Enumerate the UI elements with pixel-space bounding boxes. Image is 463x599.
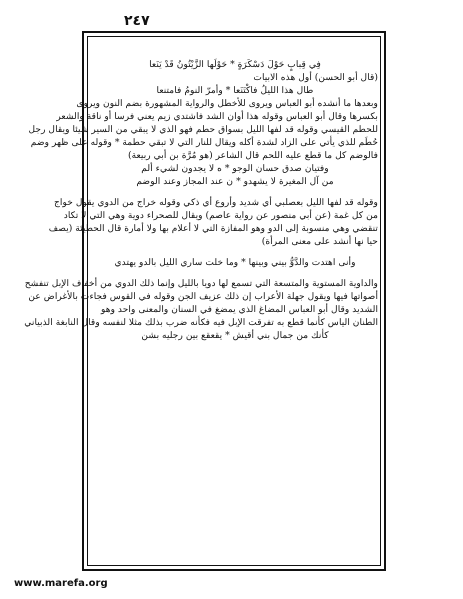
- verse-line: من آل المغيرة لا يشهدو * ن عند المجاز وعند الوضم: [136, 176, 334, 187]
- text-line: حيا نها أنشد على معنى المرأة): [261, 236, 378, 247]
- text-line: وقوله قد لفها الليل بعصلبي أي شديد وأروع أي ذكي وقوله خراج من الدوي يقول خواج: [54, 197, 378, 208]
- text-line: وبعدها ما أنشده أبو العباس ويروى للأخطل والرواية المشهورة بضم النون ويروى: [76, 98, 378, 109]
- book-text: [24, 58, 378, 342]
- text-line: والداوية المستوية والمتسعة التي تسمع لها دويا بالليل وإنما ذلك الدوي من أخفاف الإبل تنفشح: [24, 278, 378, 289]
- page-number: ٢٤٧: [124, 13, 150, 29]
- verse-line: طال هذا الليلُ فاكْتَنَعا * وأمرّ النومُ فامتنعا: [156, 85, 314, 96]
- text-line: أصواتها فيها ويقول جهلة الأعراب إن ذلك عزيف الجن وقوله في القوس فجاءت بالأغراض عن: [28, 291, 378, 302]
- text-line: من كل غمة (عن أبي منصور عن رواية عاصم) ويقال للصحراء دوية وهي التي لا تكاد: [63, 210, 378, 221]
- verse-line: كأنك من جمال بني أقيش * يقعقع بين رجليه بشن: [141, 330, 329, 341]
- text-line: بكسرها وقال أبو العباس وقوله هذا أوان الشد فاشتدي زيم يعني فرسا أو ناقة والشعر: [56, 111, 378, 122]
- text-line: الطنان الياس كأنما قطع به تفرقت الإبل فيه فكأنه ضرب بذلك مثلا لنفسه وقال النابغة الذبياني: [24, 317, 378, 328]
- verse-line: وأنى اهتدت والدَّوُّ بيني وبينها * وما خلت ساري الليل بالدو يهتدي: [114, 257, 356, 268]
- footer-url: www.marefa.org: [14, 578, 108, 589]
- text-line: (قال أبو الحسن) أول هذه الابيات: [253, 72, 378, 83]
- text-line: حُطَم للذي يأتي على الزاد لشدة أكله ويقال للنار التي لا تبقي حطمة * وقوله على ظهر وضم: [30, 137, 378, 148]
- text-line: تنقضي وهي منسوبة إلى الدو وهو المفازة التي لا أعلام بها ولا أمارة قال الحطيئة (يصف: [48, 223, 378, 234]
- verse-line: فِي قِبابٍ حَوْلَ دَسْكَرَةٍ * حَوْلَها الزَّيْتُونُ قَدْ يَنَعا: [149, 59, 321, 70]
- verse-line: وفتيان صدق حسان الوجو * ه لا يجدون لشيء ألم: [141, 163, 329, 174]
- text-line: للحطم القيسي وقوله قد لفها الليل بسواق حطم فهو الذي لا يبقي من السير شيئا ويقال رجل: [28, 124, 378, 135]
- text-line: فالوضم كل ما قطع عليه اللحم قال الشاعر (هو مُرَّة بن أبي ربيعة): [127, 150, 378, 161]
- text-line: الشديد وقال أبو العباس المضاغ الذي يمضغ في السنان والمعنى واحد وهو: [100, 304, 378, 315]
